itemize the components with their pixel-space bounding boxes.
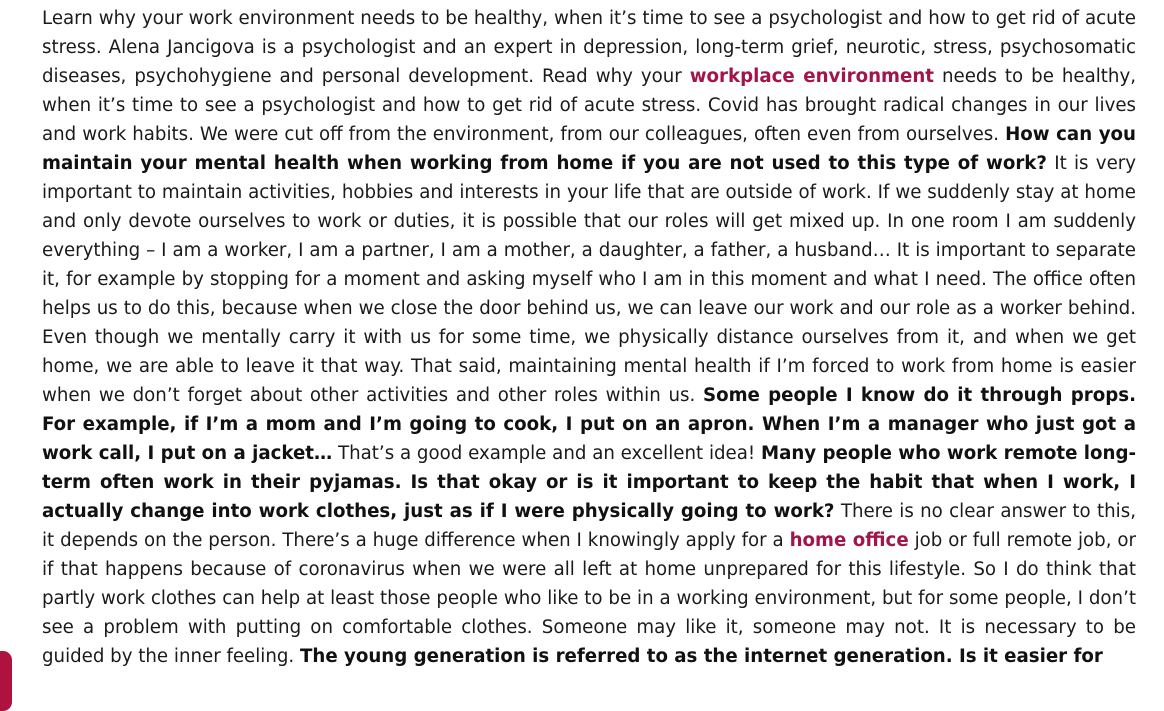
article-text: job or full remote job, or if that happens because of coronavirus when we were all left at home unprepared for this lifestyle. So I do think that partly work clothes can help at least those people who like to be in a working environment, but for some people, I don’t see a problem with putting on comfortable clothes. Someone may like it, someone may not. It is necessary to be guided by the inner feeling. bbox=[42, 530, 1136, 667]
article-paragraph bbox=[42, 4, 1136, 671]
workplace-environment-link[interactable]: workplace environment bbox=[689, 66, 934, 87]
home-office-link[interactable]: home office bbox=[789, 530, 909, 551]
side-feedback-tab[interactable] bbox=[0, 651, 12, 711]
article-text: Learn why your work environment needs to be healthy, when it’s time to see a psychologist and how to get rid of acute stress. Alena Jancigova is a psychologist and an expert in depression, long-term grief, neurotic, stress, psychosomatic diseases, psychohygiene and personal development. Read why your bbox=[42, 8, 1136, 87]
article-text: There is no clear answer to this, it depends on the person. There’s a huge difference when I knowingly apply for a bbox=[42, 501, 1136, 551]
question-text: Some people I know do it through props. For example, if I’m a mom and I’m going to cook, I put on an apron. When I’m a manager who just got a work call, I put on a jacket… bbox=[42, 385, 1136, 464]
question-text: The young generation is referred to as the internet generation. Is it easier for bbox=[299, 646, 1103, 667]
article-text: needs to be healthy, when it’s time to see a psychologist and how to get rid of acute stress. Covid has brought radical changes in our lives and work habits. We were cut off from the environment, from our colleagues, often even from ourselves. bbox=[42, 66, 1136, 145]
question-text: Many people who work remote long-term often work in their pyjamas. Is that okay or is it important to keep the habit that when I work, I actually change into work clothes, just as if I were physically going to work? bbox=[42, 443, 1137, 522]
article-text: It is very important to maintain activities, hobbies and interests in your life that are outside of work. If we suddenly stay at home and only devote ourselves to work or duties, it is possible that our roles will get mixed up. In one room I am suddenly everything – I am a worker, I am a partner, I am a mother, a daughter, a father, a husband… It is important to separate it, for example by stopping for a moment and asking myself who I am in this moment and what I need. The office often helps us to do this, because when we close the door behind us, we can leave our work and our role as a worker behind. Even though we mentally carry it with us for some time, we physically distance ourselves from it, and when we get home, we are able to leave it that way. That said, maintaining mental health if I’m forced to work from home is easier when we don’t forget about other activities and other roles within us. bbox=[42, 153, 1137, 406]
question-text: How can you maintain your mental health when working from home if you are not used to this type of work? bbox=[42, 124, 1136, 174]
article-text: That’s a good example and an excellent idea! bbox=[332, 443, 761, 464]
